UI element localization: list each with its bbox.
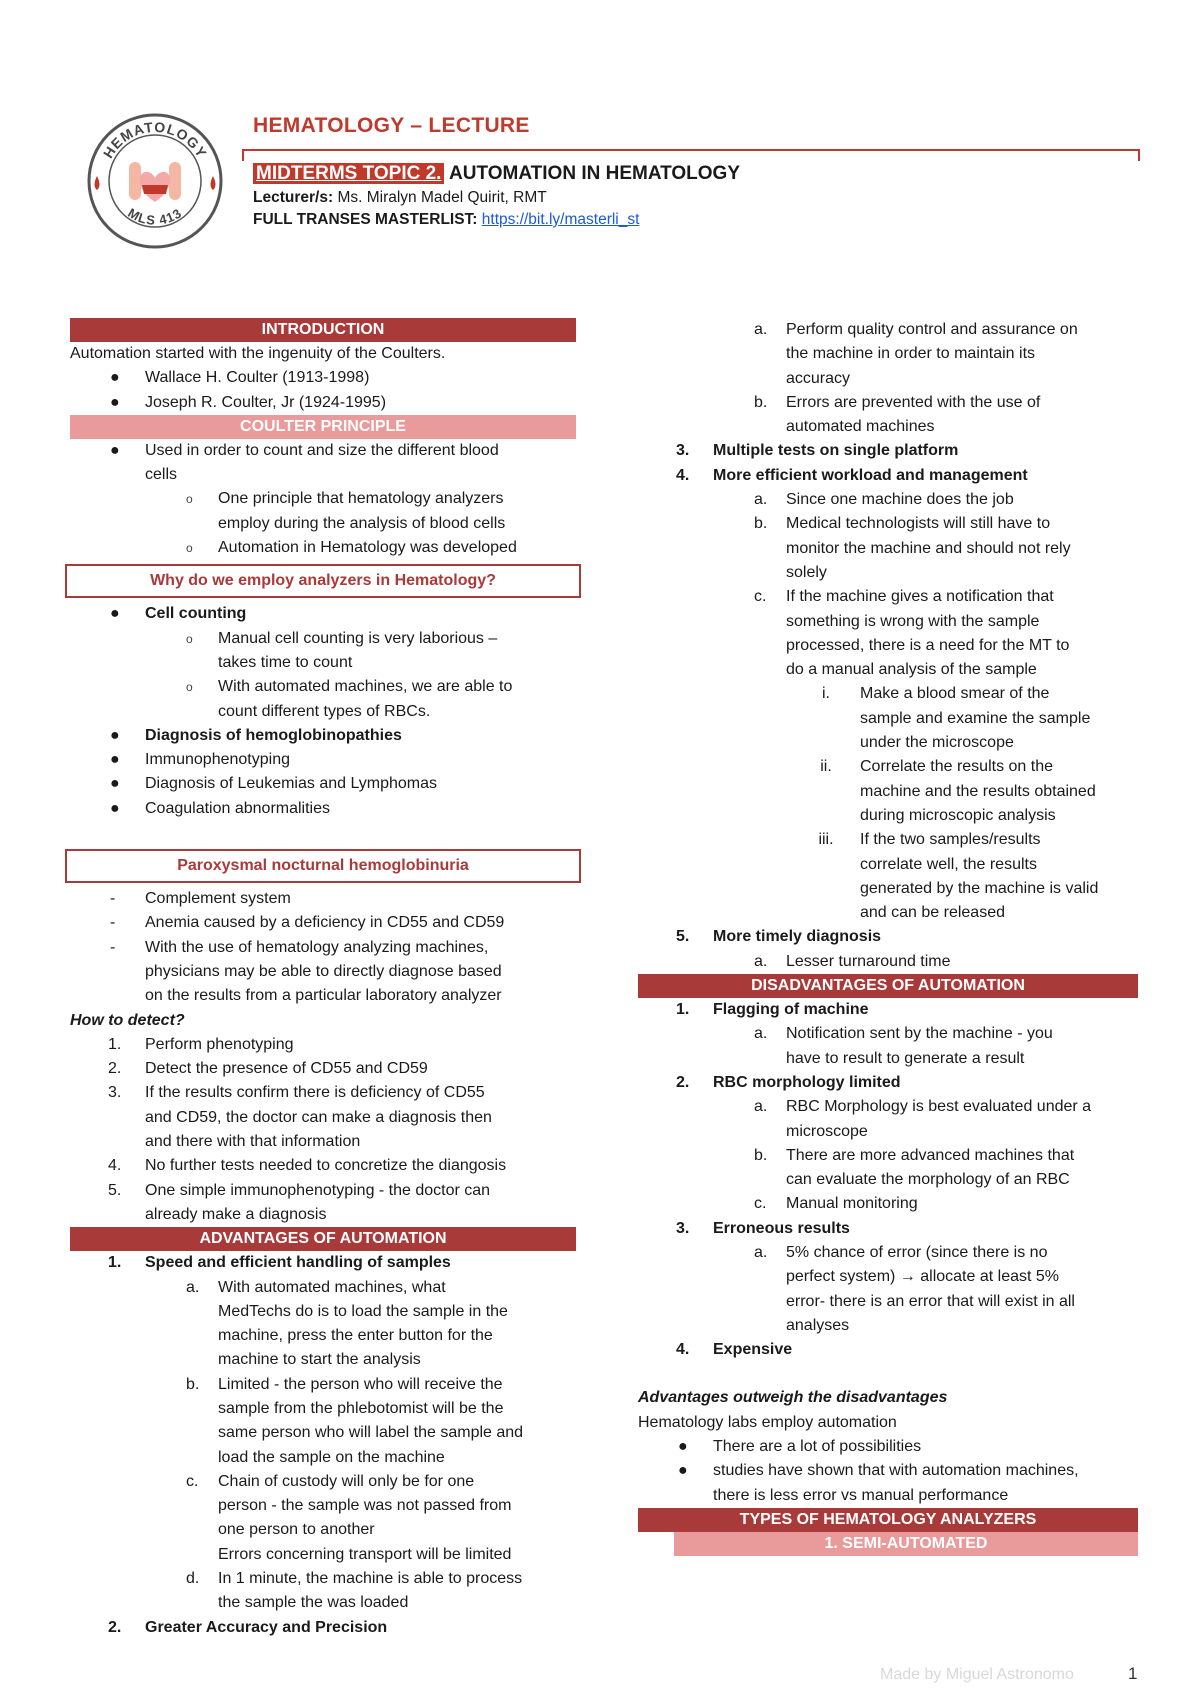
numbered-item: 1. Flagging of machine [676, 1001, 869, 1019]
alpha-item: c. Chain of custody will only be for one [186, 1472, 475, 1490]
alpha-item-cont: machine to start the analysis [218, 1351, 421, 1369]
hematology-logo [84, 110, 226, 252]
list-item: ● There are a lot of possibilities [678, 1438, 922, 1456]
alpha-item: a. With automated machines, what [186, 1278, 446, 1296]
list-item: - Anemia caused by a deficiency in CD55 and CD59 [110, 914, 505, 932]
sub-item: ο One principle that hematology analyzers [186, 490, 504, 508]
roman-item-cont: under the microscope [860, 734, 1014, 752]
section-pnh: Paroxysmal nocturnal hemoglobinuria [65, 849, 581, 883]
numbered-item: 2. Greater Accuracy and Precision [108, 1618, 388, 1636]
alpha-item-cont: monitor the machine and should not rely [786, 539, 1071, 557]
numbered-item: 3. Multiple tests on single platform [676, 442, 959, 460]
roman-item: ii. Correlate the results on the [820, 758, 1053, 776]
header-divider [242, 149, 1140, 161]
alpha-item: a. RBC Morphology is best evaluated under a [754, 1098, 1092, 1116]
alpha-item: a. Since one machine does the job [754, 491, 1014, 509]
list-item-cont: on the results from a particular laboratory analyzer [145, 987, 502, 1005]
roman-item-cont: sample and examine the sample [860, 709, 1091, 727]
alpha-item-cont: automated machines [786, 418, 935, 436]
list-item: - With the use of hematology analyzing machines, [110, 938, 489, 956]
topic-tag: MIDTERMS TOPIC 2. [253, 163, 444, 184]
alpha-item-cont: analyses [786, 1316, 850, 1334]
section-coulter-principle: COULTER PRINCIPLE [70, 415, 576, 439]
page-number: 1 [1128, 1664, 1138, 1683]
numbered-item-cont: already make a diagnosis [145, 1205, 327, 1223]
alpha-item-cont: sample from the phlebotomist will be the [218, 1399, 504, 1417]
sub-item: ο Automation in Hematology was developed [186, 539, 517, 557]
section-introduction: INTRODUCTION [70, 318, 576, 342]
alpha-item: b. Limited - the person who will receive the [186, 1375, 503, 1393]
numbered-item: 1. Perform phenotyping [108, 1035, 294, 1053]
alpha-item-cont: have to result to generate a result [786, 1049, 1025, 1067]
list-item: ● Immunophenotyping [110, 751, 290, 769]
how-to-detect-heading: How to detect? [70, 1011, 185, 1029]
roman-item-cont: and can be released [860, 904, 1005, 922]
alpha-item: a. Notification sent by the machine - you [754, 1025, 1053, 1043]
subsection-semi-automated: 1. SEMI-AUTOMATED [674, 1532, 1138, 1556]
numbered-item: 4. No further tests needed to concretize the diangosis [108, 1157, 507, 1175]
alpha-item-cont: microscope [786, 1122, 868, 1140]
roman-item-cont: during microscopic analysis [860, 806, 1056, 824]
numbered-item: 5. More timely diagnosis [676, 928, 882, 946]
alpha-item-cont: Errors concerning transport will be limited [218, 1545, 512, 1563]
list-item: ● Coagulation abnormalities [110, 799, 330, 817]
list-item-cont: physicians may be able to directly diagnose based [145, 962, 502, 980]
numbered-item-cont: and CD59, the doctor can make a diagnosis then [145, 1108, 492, 1126]
alpha-item: c. If the machine gives a notification that [754, 588, 1054, 606]
right-column [638, 318, 1138, 1556]
alpha-item-cont: perfect system) → allocate at least 5% [786, 1268, 1059, 1286]
section-types-analyzers: TYPES OF HEMATOLOGY ANALYZERS [638, 1508, 1138, 1532]
masterlist-line [253, 211, 639, 229]
numbered-item: 2. Detect the presence of CD55 and CD59 [108, 1060, 428, 1078]
alpha-item: a. Perform quality control and assurance on [754, 321, 1078, 338]
roman-item-cont: correlate well, the results [860, 855, 1037, 873]
intro-lead: Automation started with the ingenuity of the Coulters. [70, 345, 446, 362]
alpha-item-cont: person - the sample was not passed from [218, 1497, 512, 1515]
alpha-item-cont: processed, there is a need for the MT to [786, 636, 1070, 654]
masterlist-link[interactable]: https://bit.ly/masterli_st [481, 211, 640, 228]
footer-credit: Made by Miguel Astronomo [880, 1666, 1074, 1683]
course-title: HEMATOLOGY – LECTURE [253, 114, 530, 137]
alpha-item-cont: one person to another [218, 1521, 375, 1539]
alpha-item-cont: do a manual analysis of the sample [786, 661, 1037, 679]
numbered-item: 2. RBC morphology limited [676, 1073, 901, 1091]
alpha-item: b. Errors are prevented with the use of [754, 393, 1041, 411]
numbered-item: 3. Erroneous results [676, 1219, 850, 1237]
alpha-item-cont: the sample the was loaded [218, 1594, 409, 1612]
alpha-item-cont: MedTechs do is to load the sample in the [218, 1302, 508, 1320]
alpha-item: a. 5% chance of error (since there is no [754, 1243, 1048, 1261]
topic-line [253, 163, 740, 185]
numbered-item: 4. Expensive [676, 1341, 793, 1359]
alpha-item: c. Manual monitoring [754, 1195, 918, 1213]
sub-item: ο With automated machines, we are able to [186, 678, 513, 696]
alpha-item-cont: the machine in order to maintain its [786, 345, 1036, 363]
alpha-item-cont: load the sample on the machine [218, 1448, 445, 1466]
sub-item-cont: takes time to count [218, 653, 353, 671]
alpha-item-cont: same person who will label the sample and [218, 1424, 524, 1442]
list-item: ● Cell counting [110, 605, 247, 623]
alpha-item-cont: accuracy [786, 369, 851, 387]
sub-item-cont: count different types of RBCs. [218, 702, 431, 720]
logo-text-bottom: MLS 413 [125, 205, 185, 228]
alpha-item-cont: can evaluate the morphology of an RBC [786, 1171, 1070, 1189]
alpha-item: b. Medical technologists will still have to [754, 515, 1051, 533]
roman-item: iii. If the two samples/results [818, 831, 1041, 849]
list-item-cont: there is less error vs manual performance [713, 1486, 1009, 1504]
list-item: ● studies have shown that with automation machines, [678, 1462, 1079, 1480]
outweigh-lead: Hematology labs employ automation [638, 1413, 897, 1431]
alpha-item-cont: something is wrong with the sample [786, 612, 1040, 630]
sub-item: ο Manual cell counting is very laborious – [186, 629, 498, 647]
alpha-item: b. There are more advanced machines that [754, 1146, 1075, 1164]
alpha-item-cont: error- there is an error that will exist in all [786, 1292, 1075, 1310]
roman-item: i. Make a blood smear of the [822, 685, 1050, 703]
section-advantages: ADVANTAGES OF AUTOMATION [70, 1227, 576, 1251]
section-disadvantages: DISADVANTAGES OF AUTOMATION [638, 974, 1138, 998]
roman-item-cont: machine and the results obtained [860, 782, 1096, 800]
outweigh-heading: Advantages outweigh the disadvantages [638, 1389, 948, 1407]
lecturer-line [253, 189, 547, 207]
list-item: - Complement system [110, 890, 291, 908]
list-item: ● Diagnosis of Leukemias and Lymphomas [110, 775, 438, 793]
roman-item-cont: generated by the machine is valid [860, 879, 1099, 897]
lecturer-label: Lecturer/s: [253, 189, 334, 206]
alpha-item-cont: machine, press the enter button for the [218, 1327, 493, 1345]
alpha-item: a. Lesser turnaround time [754, 952, 951, 970]
list-item-cont: cells [145, 466, 178, 484]
list-item: ● Wallace H. Coulter (1913-1998) [110, 369, 370, 387]
list-item: ● Joseph R. Coulter, Jr (1924-1995) [110, 393, 387, 411]
section-why-analyzers: Why do we employ analyzers in Hematology? [65, 564, 581, 598]
numbered-item-cont: and there with that information [145, 1133, 361, 1151]
sub-item-cont: employ during the analysis of blood cells [218, 514, 506, 532]
numbered-item: 4. More efficient workload and management [676, 466, 1028, 484]
alpha-item: d. In 1 minute, the machine is able to process [186, 1570, 523, 1588]
topic-title: AUTOMATION IN HEMATOLOGY [449, 163, 741, 184]
lecturer-name: Ms. Miralyn Madel Quirit, RMT [337, 189, 547, 206]
list-item: ● Used in order to count and size the different blood [110, 441, 499, 459]
numbered-item: 5. One simple immunophenotyping - the doctor can [108, 1181, 491, 1199]
alpha-item-cont: solely [786, 563, 827, 581]
numbered-item: 1. Speed and efficient handling of samples [108, 1254, 451, 1272]
list-item: ● Diagnosis of hemoglobinopathies [110, 726, 402, 744]
numbered-item: 3. If the results confirm there is deficiency of CD55 [108, 1084, 485, 1102]
left-column [70, 318, 576, 1640]
masterlist-label: FULL TRANSES MASTERLIST: [253, 211, 478, 228]
logo-text-top: HEMATOLOGY [99, 118, 211, 161]
